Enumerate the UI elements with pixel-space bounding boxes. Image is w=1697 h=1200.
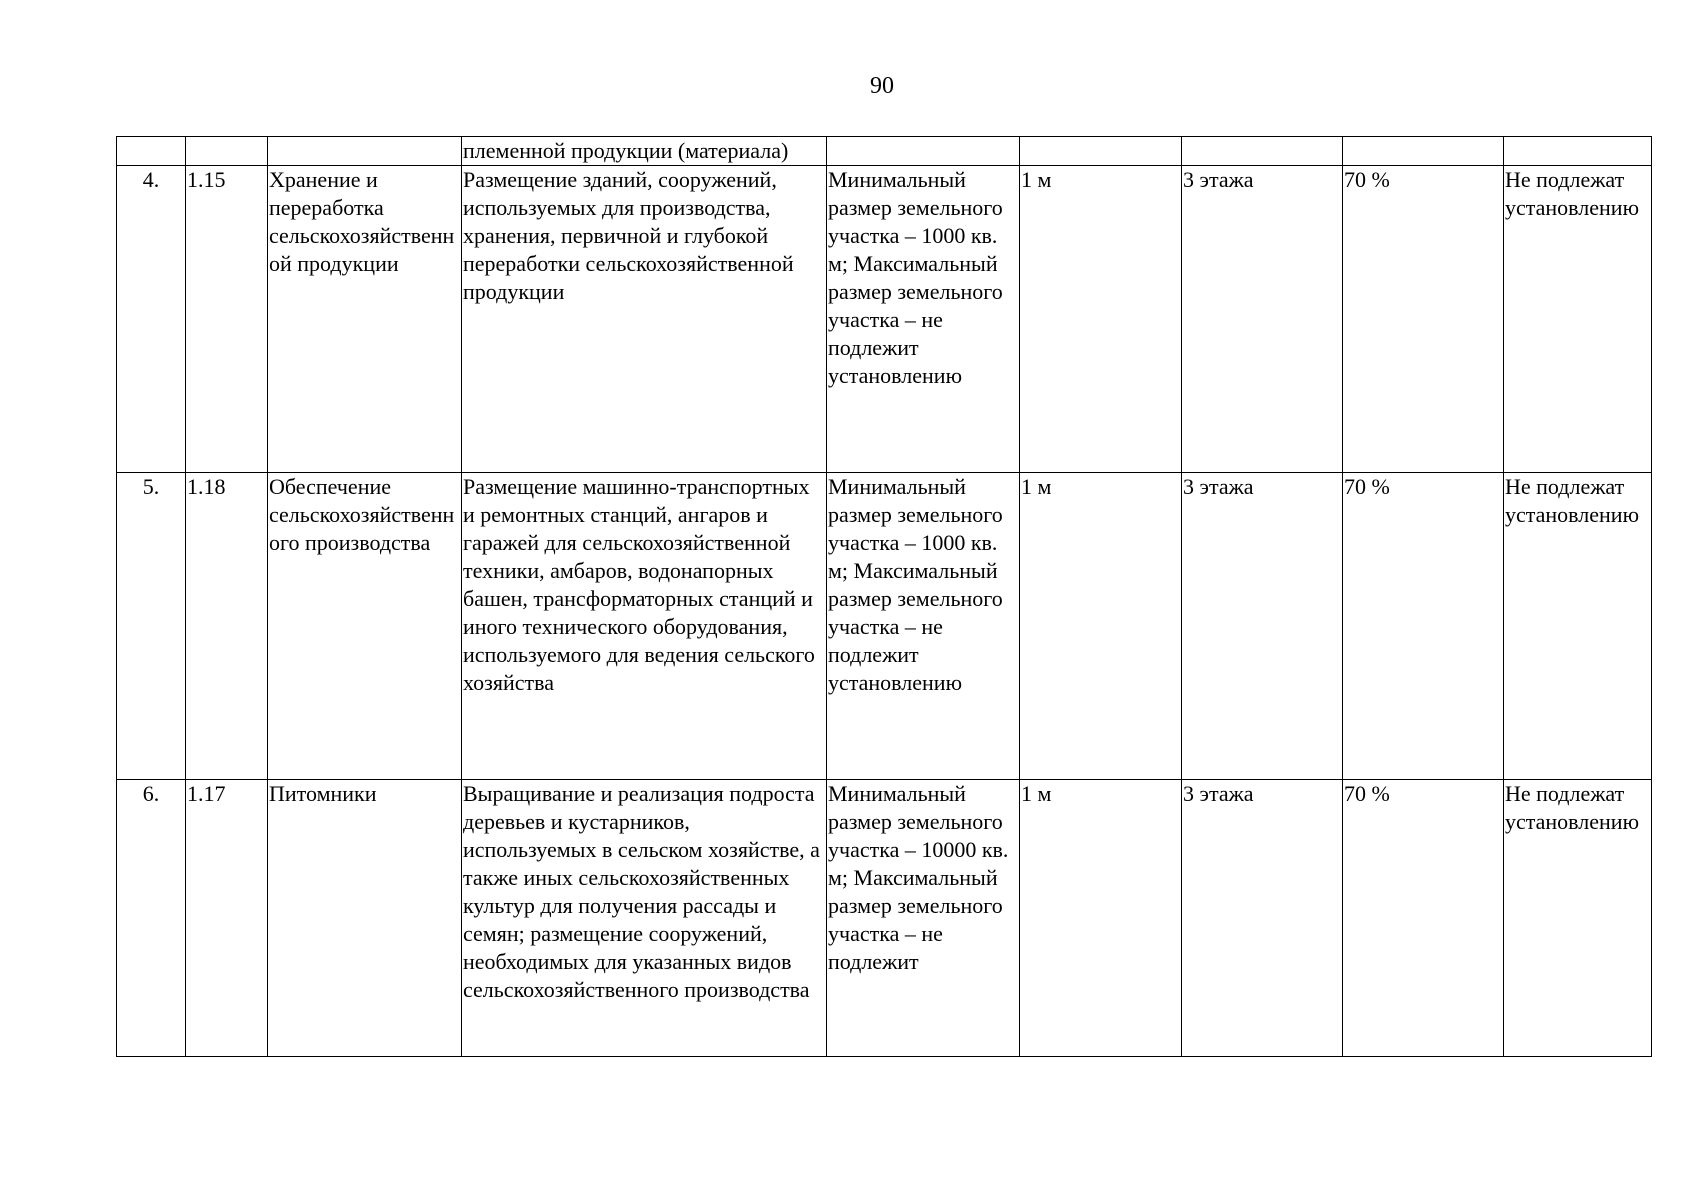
cell-code: 1.18 — [186, 473, 268, 780]
cell-index: 6. — [117, 780, 186, 1057]
cell-floors — [1182, 137, 1343, 166]
cell-floors: 3 этажа — [1182, 780, 1343, 1057]
cell-other — [1504, 137, 1652, 166]
cell-other: Не подлежат установлению — [1504, 780, 1652, 1057]
cell-name: Хранение и переработка сельскохозяйственной продукции — [268, 166, 462, 473]
cell-coverage — [1343, 137, 1504, 166]
cell-code: 1.15 — [186, 166, 268, 473]
cell-coverage: 70 % — [1343, 780, 1504, 1057]
cell-index: 4. — [117, 166, 186, 473]
cell-index: 5. — [117, 473, 186, 780]
cell-other: Не подлежат установлению — [1504, 166, 1652, 473]
cell-index — [117, 137, 186, 166]
cell-plot-size: Минимальный размер земельного участка – 1000 кв. м; Максимальный размер земельного участка – не подлежит установлению — [827, 166, 1020, 473]
cell-setback: 1 м — [1020, 780, 1182, 1057]
cell-setback: 1 м — [1020, 166, 1182, 473]
regulations-table — [116, 136, 1652, 1057]
cell-plot-size: Минимальный размер земельного участка – 1000 кв. м; Максимальный размер земельного участка – не подлежит установлению — [827, 473, 1020, 780]
page-number: 90 — [870, 73, 894, 99]
cell-floors: 3 этажа — [1182, 166, 1343, 473]
cell-name: Питомники — [268, 780, 462, 1057]
cell-setback: 1 м — [1020, 473, 1182, 780]
cell-name: Обеспечение сельскохозяйственного производства — [268, 473, 462, 780]
cell-plot-size — [827, 137, 1020, 166]
cell-name — [268, 137, 462, 166]
cell-setback — [1020, 137, 1182, 166]
cell-coverage: 70 % — [1343, 473, 1504, 780]
cell-description: племенной продукции (материала) — [462, 137, 827, 166]
cell-other: Не подлежат установлению — [1504, 473, 1652, 780]
cell-description: Размещение зданий, сооружений, используемых для производства, хранения, первичной и глубокой переработки сельскохозяйственной продукции — [462, 166, 827, 473]
cell-plot-size: Минимальный размер земельного участка – 10000 кв. м; Максимальный размер земельного участка – не подлежит — [827, 780, 1020, 1057]
table-row — [117, 166, 1652, 473]
continuation-row — [117, 137, 1652, 166]
cell-code — [186, 137, 268, 166]
cell-code: 1.17 — [186, 780, 268, 1057]
table-row — [117, 780, 1652, 1057]
cell-floors: 3 этажа — [1182, 473, 1343, 780]
table-row — [117, 473, 1652, 780]
cell-description: Размещение машинно-транспортных и ремонтных станций, ангаров и гаражей для сельскохозяйственной техники, амбаров, водонапорных башен, трансформаторных станций и иного технического оборудования, используемого для ведения сельского хозяйства — [462, 473, 827, 780]
cell-coverage: 70 % — [1343, 166, 1504, 473]
cell-description: Выращивание и реализация подроста деревьев и кустарников, используемых в сельском хозяйстве, а также иных сельскохозяйственных культур для получения рассады и семян; размещение сооружений, необходимых для указанных видов сельскохозяйственного производства — [462, 780, 827, 1057]
